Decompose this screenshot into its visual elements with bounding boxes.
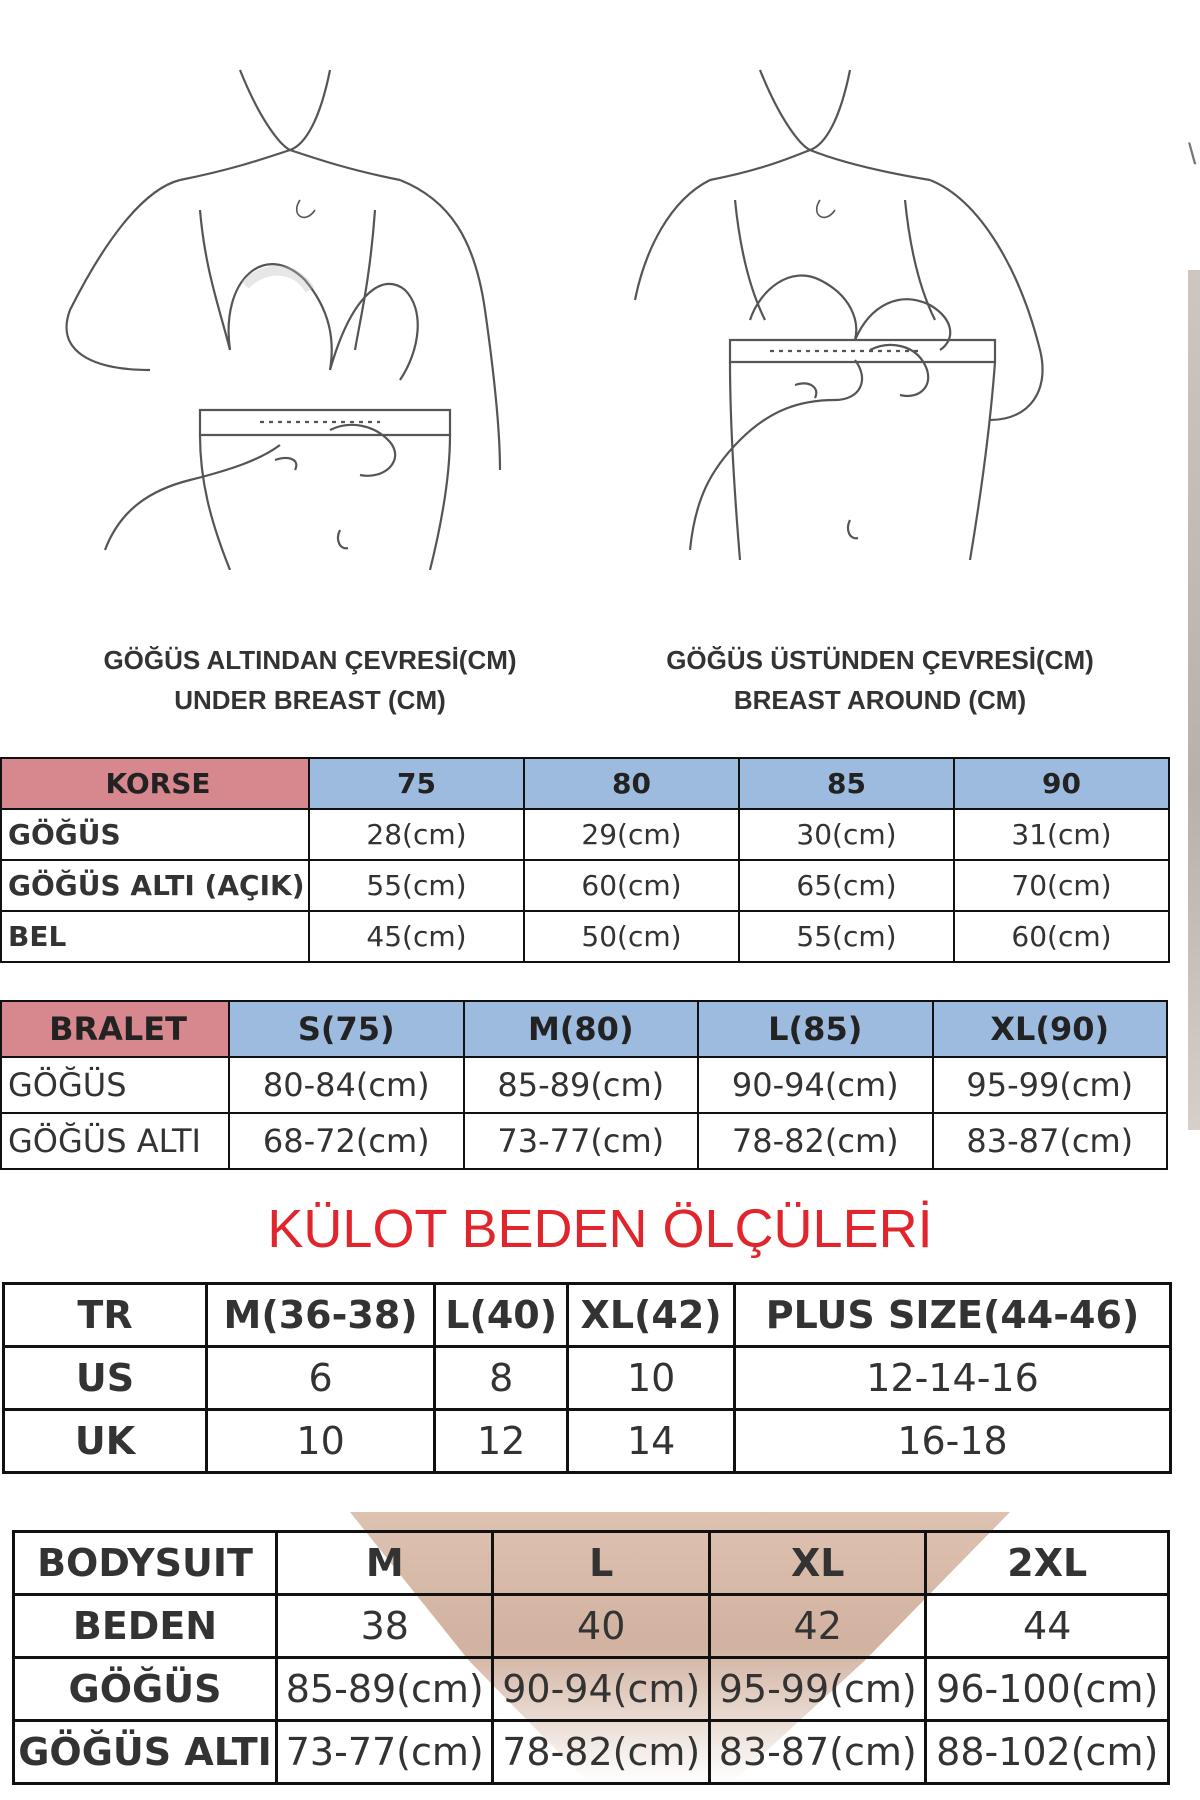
table-cell: L xyxy=(493,1532,709,1595)
table-header-cell: XL(90) xyxy=(933,1001,1168,1057)
table-cell: 40 xyxy=(493,1595,709,1658)
table-cell: 30(cm) xyxy=(739,809,954,860)
table-cell: 14 xyxy=(568,1410,735,1473)
table-cell: 45(cm) xyxy=(309,911,524,962)
table-cell: 90-94(cm) xyxy=(493,1658,709,1721)
row-label: GÖĞÜS ALTI xyxy=(14,1721,277,1784)
table-cell: XL(42) xyxy=(568,1284,735,1347)
under-breast-caption-en: UNDER BREAST (CM) xyxy=(174,685,446,715)
partial-close-icon: \ xyxy=(1188,138,1197,171)
table-row xyxy=(1,1113,1167,1169)
table-cell: 80-84(cm) xyxy=(229,1057,464,1113)
table-cell: 78-82(cm) xyxy=(493,1721,709,1784)
row-label: GÖĞÜS xyxy=(1,1057,229,1113)
table-header-cell: M(80) xyxy=(464,1001,699,1057)
table-header-cell: BRALET xyxy=(1,1001,229,1057)
breast-around-caption xyxy=(600,640,1160,720)
table-cell: M xyxy=(277,1532,493,1595)
table-cell: 28(cm) xyxy=(309,809,524,860)
table-cell: 2XL xyxy=(926,1532,1169,1595)
table-row xyxy=(1,1057,1167,1113)
breast-around-caption-en: BREAST AROUND (CM) xyxy=(733,685,1027,715)
under-breast-caption xyxy=(30,640,590,720)
adjacent-image-strip xyxy=(1188,270,1200,1130)
table-cell: 31(cm) xyxy=(954,809,1169,860)
table-cell: 55(cm) xyxy=(309,860,524,911)
table-header-cell: KORSE xyxy=(1,758,309,809)
table-cell: 88-102(cm) xyxy=(926,1721,1169,1784)
table-cell: 90-94(cm) xyxy=(698,1057,933,1113)
table-cell: 95-99(cm) xyxy=(709,1658,925,1721)
table-header-cell: 75 xyxy=(309,758,524,809)
table-row xyxy=(14,1658,1169,1721)
row-label: BEL xyxy=(1,911,309,962)
under-breast-caption-tr: GÖĞÜS ALTINDAN ÇEVRESİ(CM) xyxy=(103,645,517,675)
table-cell: 85-89(cm) xyxy=(464,1057,699,1113)
table-cell: 83-87(cm) xyxy=(933,1113,1168,1169)
kulot-size-title: KÜLOT BEDEN ÖLÇÜLERİ xyxy=(267,1199,933,1259)
table-cell: 70(cm) xyxy=(954,860,1169,911)
table-cell: 85-89(cm) xyxy=(277,1658,493,1721)
table-row xyxy=(14,1721,1169,1784)
table-header-row xyxy=(1,758,1169,809)
table-row xyxy=(14,1595,1169,1658)
table-cell: 42 xyxy=(709,1595,925,1658)
table-cell: M(36-38) xyxy=(207,1284,435,1347)
row-label: GÖĞÜS xyxy=(1,809,309,860)
table-cell: 6 xyxy=(207,1347,435,1410)
table-cell: L(40) xyxy=(435,1284,568,1347)
table-row xyxy=(4,1410,1171,1473)
table-header-cell: 90 xyxy=(954,758,1169,809)
table-cell: 8 xyxy=(435,1347,568,1410)
table-cell: XL xyxy=(709,1532,925,1595)
row-label: BODYSUIT xyxy=(14,1532,277,1595)
bralet-size-table xyxy=(0,1000,1168,1170)
table-cell: 73-77(cm) xyxy=(277,1721,493,1784)
table-row xyxy=(1,911,1169,962)
table-cell: 44 xyxy=(926,1595,1169,1658)
table-cell: 16-18 xyxy=(735,1410,1171,1473)
table-header-cell: 80 xyxy=(524,758,739,809)
table-cell: 38 xyxy=(277,1595,493,1658)
table-cell: 60(cm) xyxy=(954,911,1169,962)
korse-size-table xyxy=(0,757,1170,963)
table-row xyxy=(1,860,1169,911)
table-cell: PLUS SIZE(44-46) xyxy=(735,1284,1171,1347)
row-label: GÖĞÜS ALTI xyxy=(1,1113,229,1169)
table-cell: 50(cm) xyxy=(524,911,739,962)
table-cell: 68-72(cm) xyxy=(229,1113,464,1169)
table-cell: 12-14-16 xyxy=(735,1347,1171,1410)
table-cell: 73-77(cm) xyxy=(464,1113,699,1169)
table-cell: 96-100(cm) xyxy=(926,1658,1169,1721)
table-cell: 60(cm) xyxy=(524,860,739,911)
table-cell: 55(cm) xyxy=(739,911,954,962)
breast-around-illustration xyxy=(620,50,1140,570)
table-header-cell: S(75) xyxy=(229,1001,464,1057)
table-row xyxy=(4,1347,1171,1410)
table-cell: 78-82(cm) xyxy=(698,1113,933,1169)
under-breast-illustration xyxy=(30,50,550,570)
row-label: TR xyxy=(4,1284,207,1347)
kulot-size-table xyxy=(2,1282,1172,1474)
table-cell: 12 xyxy=(435,1410,568,1473)
table-row xyxy=(14,1532,1169,1595)
row-label: BEDEN xyxy=(14,1595,277,1658)
table-row xyxy=(1,809,1169,860)
row-label: US xyxy=(4,1347,207,1410)
table-header-row xyxy=(1,1001,1167,1057)
table-cell: 95-99(cm) xyxy=(933,1057,1168,1113)
bodysuit-size-table xyxy=(12,1530,1170,1785)
table-cell: 83-87(cm) xyxy=(709,1721,925,1784)
table-header-cell: 85 xyxy=(739,758,954,809)
table-row xyxy=(4,1284,1171,1347)
table-cell: 29(cm) xyxy=(524,809,739,860)
row-label: GÖĞÜS xyxy=(14,1658,277,1721)
breast-around-caption-tr: GÖĞÜS ÜSTÜNDEN ÇEVRESİ(CM) xyxy=(666,645,1094,675)
row-label: GÖĞÜS ALTI (AÇIK) xyxy=(1,860,309,911)
table-cell: 10 xyxy=(568,1347,735,1410)
table-cell: 65(cm) xyxy=(739,860,954,911)
table-cell: 10 xyxy=(207,1410,435,1473)
row-label: UK xyxy=(4,1410,207,1473)
table-header-cell: L(85) xyxy=(698,1001,933,1057)
